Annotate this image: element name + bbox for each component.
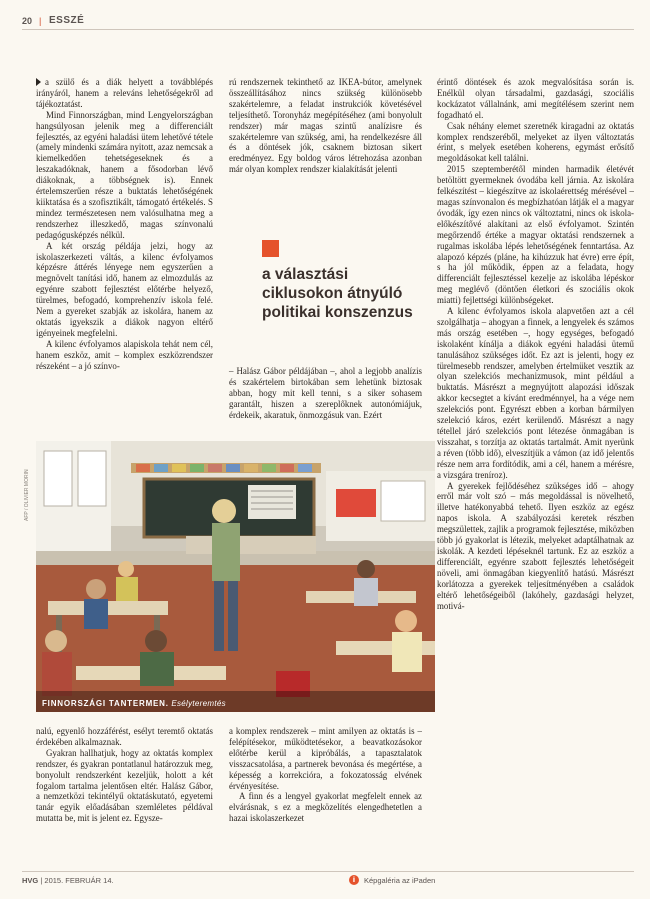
caption-subtitle: Esélyteremtés <box>171 699 226 708</box>
footer-issue <box>22 876 114 885</box>
info-icon: i <box>349 875 359 885</box>
column-1-top <box>36 77 213 371</box>
column-3 <box>437 77 634 611</box>
column-2-top <box>229 77 422 175</box>
photo-caption <box>42 699 226 708</box>
paragraph: érintő döntések és azok megvalósítása során is. Enélkül olyan társadalmi, gazdasági, szociális kockázatot vállalnánk, ami megítélésem szerint nem fogadható el. <box>437 77 634 120</box>
header-rule <box>22 29 634 30</box>
paragraph: rú rendszernek tekinthető az IKEA-bútor, amelynek összeállításához nincs szükség különösebb szakértelemre, a feladat instrukciók követésével teljesíthető. Toronyház megépítéséhez (ami bonyolult rendszer) már magas szintű analízisre és szakértelemre van szükség, ami, ha rendelkezésre áll és a döntések jók, csaknem biztosan sikert eredményez. Egy boldog város létrehozása azonban már olyan komplex rendszer kialakítását jelenti <box>229 77 422 175</box>
paragraph: 2015 szeptemberétől minden harmadik életévét betöltött gyermeknek óvodába kell járnia. Az iskolára felkészítést – kiegészítve az iskolaérettség mérésével – magas színvonalon és megbízhatóan látják el a magyar óvodák, így ezen nincs ok változtatni, nincs ok iskola-előkészítővé alakítani az első évfolyamot. Szintén megőrzendő értéke a magyar oktatási rendszernek a rugalmas iskolába lépés lehetőségének fenntartása. Az alapozó képzés (pláne, ha kihúzzuk hat évre) erre épít, s ha jól működik, éppen az a feladata, hogy differenciált fejlesztéssel kezelje az iskolába lépéskor meg meglévő (döntően életkori és szociális okok miatti) fejlettségi különbségeket. <box>437 164 634 306</box>
paragraph: a komplex rendszerek – mint amilyen az oktatás is – felépítésekor, működtetésekor, a beavatkozásokor előtérbe kerül a kipróbálás, a tapasztalatok visszacsatolása, a partnerek bevonása és megértése, a képesség a korrekcióra, a fokozatosság elvének érvényesítése. <box>229 726 422 791</box>
column-2-bottom <box>229 726 422 824</box>
column-2-middle <box>229 366 422 421</box>
paragraph: A gyerekek fejlődéséhez szükséges idő – ahogy erről már volt szó – más megoldással is növelhető, illetve hatékonyabbá tehető. Ilyen eszköz az egész napos iskola. A szabályozási keretek részben megszülettek, zajlik a programok fejlesztése, miközben több jó gyakorlat is létezik, melyeket adaptálhatnak az iskolák. A kezdeti lépéseknél tartunk. Ez az eszköz a differenciált, egyénre szabott fejlesztés lehetőségeit növeli, ami önmagában kiegyenlítő hatású. Másrészt korlátozza a gyerekek teljesítményében a családok eltérő lehetőségeiből (lakóhely, gazdasági helyzet, motivá- <box>437 480 634 611</box>
column-1-bottom <box>36 726 213 824</box>
footer-rule <box>22 871 634 872</box>
paragraph: nalú, egyenlő hozzáférést, esélyt teremtő oktatás érdekében alkalmaznak. <box>36 726 213 747</box>
issue-date: | 2015. FEBRUÁR 14. <box>40 876 114 885</box>
pull-quote-text: a választási ciklusokon átnyúló politikai konszenzus <box>262 266 413 321</box>
page-header <box>22 14 634 30</box>
paragraph: A két ország példája jelzi, hogy az iskolaszerkezeti váltás, a kilenc évfolyamos képzésre áttérés lényege nem egyszerűen a megnövelt tanítási idő, hanem az elmozdulás az egyénre szabott fejlesztést előtérbe helyező, türelmes, befogadó, komprehenzív iskola felé. Nem a gyereket szabják az iskolára, hanem az oktatás igyekszik a diákok nagyon eltérő igényeinek megfelelni. <box>36 240 213 338</box>
paragraph: A finn és a lengyel gyakorlat megfelelt ennek az elvárásnak, s ez a megközelítés elengedhetetlen a hazai iskolaszerkezet <box>229 791 422 824</box>
photo-credit: AFP / OLIVIER MORIN <box>24 469 30 521</box>
continuation-arrow-icon <box>36 78 41 86</box>
header-separator: | <box>39 16 42 26</box>
paragraph: Csak néhány elemet szeretnék kiragadni az oktatás komplex rendszeréből, melyeket az ilyen változtatás érint, s melyek esetében koherens, egymást erősítő megoldásokat kell találni. <box>437 120 634 164</box>
section-title: ESSZÉ <box>49 15 85 26</box>
caption-title: FINNORSZÁGI TANTERMEN. <box>42 699 169 708</box>
paragraph: Gyakran hallhatjuk, hogy az oktatás komplex rendszer, és gyakran pontatlanul határozzuk meg, bonyolult rendszerként kezeljük, holott a két fogalom tartalma jelentősen eltér. Halász Gábor, a nemzetközi tekintélyű oktatáskutató, egyetemi tanár egyik előadásában szemléletes példával mutatta be, mit is jelent ez. Egysze- <box>36 747 213 824</box>
paragraph: A kilenc évfolyamos iskola alapvetően azt a cél szolgálhatja – ahogyan a finnek, a lengyelek és számos más ország esetében –, hogy egységes, befogadó iskolaként kínálja a diákok egyéni haladási ütemű tanulásához szükséges időt. Ez azt is jelenti, hogy ez türelmesebb rendszer, amelyben értelmüket vesztik az olyan szelekciós mechanizmusok, mint például a buktatás. Másrészt a megnyújtott alapozási időszak akkor kecsegtet a kívánt eredménnyel, ha a vége nem szelekciós pont. Egyrészt ebben a korban bármilyen szelekció káros, ezért kerülendő. Másrészt a nagy tétellel járó szelekciós pont létezése önmagában is visszahat, s torzítja az oktatás tartalmát. Amit nyerünk a réven (több idő), elveszítjük a vámon (az idő jelentős része nem arra fordítódik, ami a cél, hanem a mérésre, a vizsgára treníroz). <box>437 306 634 480</box>
page-number: 20 <box>22 16 33 26</box>
paragraph: A kilenc évfolyamos alapiskola tehát nem cél, hanem eszköz, amit – komplex eszközrendszer részeként – a jó színvo- <box>36 338 213 371</box>
paragraph: – Halász Gábor példájában –, ahol a legjobb analízis és szakértelem birtokában sem lehetünk biztosak abban, hogy mit kell tenni, s a siker sohasem garantált, hiszen a szereplőknek autonómiájuk, érdekeik, akaratuk, önmozgásuk van. Ezért <box>229 366 422 420</box>
paragraph: Mind Finnországban, mind Lengyelországban hangsúlyosan jelenik meg a differenciált fejlesztés, az egyéni haladási ütem lehetővé tétele (amely mindenki számára nyitott, azaz nemcsak a kiemelkedően tehetségeseknek és a leszakadóknak, hanem a fősodorban lévő diákoknak, a többségnek is). Ennek értelemszerűen része a buktatás lehetőségének kiiktatása és a szofisztikált, támogató értékelés. S mindez természetesen nem valósulhatna meg a rendszerhez illeszkedő, magas színvonalú pedagógusképzés nélkül. <box>36 109 213 240</box>
classroom-illustration <box>36 441 435 712</box>
pull-quote <box>262 240 422 322</box>
page-footer <box>22 871 634 887</box>
pull-quote-marker <box>262 240 279 257</box>
gallery-link-label: Képgaléria az iPaden <box>364 875 436 885</box>
magazine-name: HVG <box>22 876 39 885</box>
classroom-photo <box>36 441 435 712</box>
gallery-link[interactable] <box>349 875 435 885</box>
paragraph: a szülő és a diák helyett a továbblépés irányáról, hanem a releváns lehetőségekről ad tájékoztatást. <box>36 77 213 109</box>
